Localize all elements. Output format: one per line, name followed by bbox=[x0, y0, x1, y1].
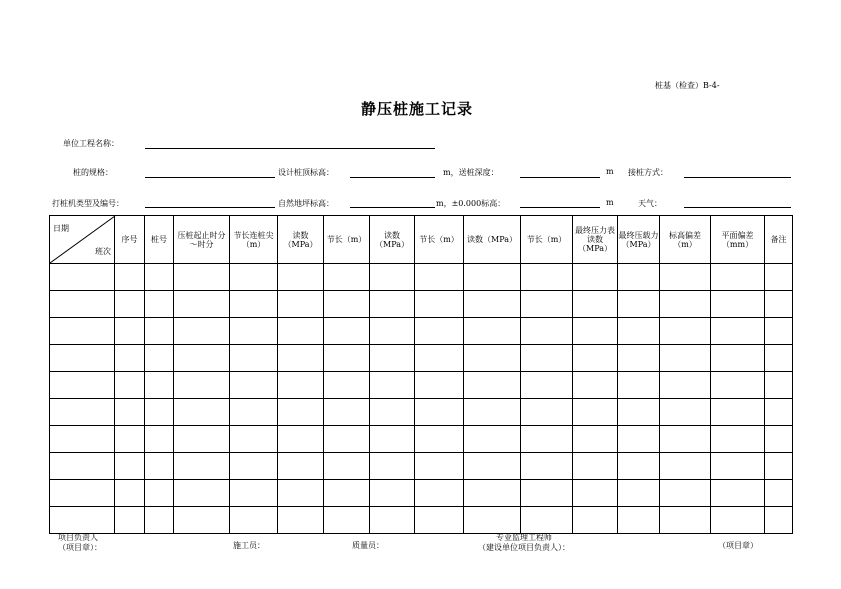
table-cell[interactable] bbox=[765, 507, 793, 534]
table-cell[interactable] bbox=[370, 291, 415, 318]
table-cell[interactable] bbox=[174, 426, 230, 453]
unit-project-line[interactable] bbox=[145, 148, 435, 149]
weather-line[interactable] bbox=[684, 207, 791, 208]
table-cell[interactable] bbox=[573, 291, 618, 318]
table-cell[interactable] bbox=[115, 453, 145, 480]
table-cell[interactable] bbox=[618, 426, 660, 453]
table-cell[interactable] bbox=[711, 372, 765, 399]
table-cell[interactable] bbox=[230, 345, 278, 372]
table-cell[interactable] bbox=[765, 345, 793, 372]
table-cell[interactable] bbox=[618, 291, 660, 318]
table-cell[interactable] bbox=[50, 318, 115, 345]
table-cell[interactable] bbox=[618, 507, 660, 534]
table-cell[interactable] bbox=[765, 426, 793, 453]
header-press-time: 压桩起止时分～时分 bbox=[174, 216, 230, 264]
table-cell[interactable] bbox=[115, 291, 145, 318]
table-cell[interactable] bbox=[464, 453, 521, 480]
joint-method-line[interactable] bbox=[684, 177, 791, 178]
unit-project-label: 单位工程名称： bbox=[63, 139, 119, 148]
zero-elev-line[interactable] bbox=[520, 207, 600, 208]
table-cell[interactable] bbox=[464, 372, 521, 399]
table-cell[interactable] bbox=[370, 507, 415, 534]
table-cell[interactable] bbox=[415, 264, 464, 291]
table-cell[interactable] bbox=[521, 345, 573, 372]
table-cell[interactable] bbox=[711, 264, 765, 291]
class-header: 班次 bbox=[95, 247, 111, 256]
table-cell[interactable] bbox=[765, 318, 793, 345]
table-cell[interactable] bbox=[230, 318, 278, 345]
table-cell[interactable] bbox=[415, 318, 464, 345]
table-cell[interactable] bbox=[618, 480, 660, 507]
table-cell[interactable] bbox=[415, 399, 464, 426]
ground-elev-line[interactable] bbox=[350, 207, 435, 208]
table-row bbox=[50, 345, 793, 372]
table-cell[interactable] bbox=[50, 372, 115, 399]
table-cell[interactable] bbox=[464, 480, 521, 507]
table-cell[interactable] bbox=[174, 372, 230, 399]
table-cell[interactable] bbox=[370, 480, 415, 507]
table-cell[interactable] bbox=[230, 291, 278, 318]
table-cell[interactable] bbox=[660, 372, 711, 399]
table-cell[interactable] bbox=[711, 453, 765, 480]
table-row bbox=[50, 399, 793, 426]
machine-line[interactable] bbox=[145, 207, 275, 208]
header-reading-3: 读数（MPa） bbox=[464, 216, 521, 264]
page-title: 静压桩施工记录 bbox=[361, 100, 474, 118]
table-cell[interactable] bbox=[415, 480, 464, 507]
table-cell[interactable] bbox=[115, 507, 145, 534]
table-cell[interactable] bbox=[464, 345, 521, 372]
table-cell[interactable] bbox=[324, 318, 370, 345]
table-row bbox=[50, 453, 793, 480]
table-row bbox=[50, 318, 793, 345]
table-cell[interactable] bbox=[370, 426, 415, 453]
table-cell[interactable] bbox=[230, 426, 278, 453]
table-cell[interactable] bbox=[660, 480, 711, 507]
table-cell[interactable] bbox=[711, 345, 765, 372]
table-cell[interactable] bbox=[618, 318, 660, 345]
table-cell[interactable] bbox=[324, 372, 370, 399]
table-cell[interactable] bbox=[464, 507, 521, 534]
table-cell[interactable] bbox=[660, 318, 711, 345]
header-seq: 序号 bbox=[115, 216, 145, 264]
table-cell[interactable] bbox=[521, 264, 573, 291]
send-depth-label: m，送桩深度： bbox=[443, 168, 499, 177]
table-cell[interactable] bbox=[50, 507, 115, 534]
table-cell[interactable] bbox=[711, 399, 765, 426]
table-cell[interactable] bbox=[415, 426, 464, 453]
table-cell[interactable] bbox=[765, 264, 793, 291]
table-cell[interactable] bbox=[145, 453, 174, 480]
table-cell[interactable] bbox=[618, 345, 660, 372]
header-seg-len-3: 节长（m） bbox=[521, 216, 573, 264]
table-cell[interactable] bbox=[765, 453, 793, 480]
table-row bbox=[50, 264, 793, 291]
table-cell[interactable] bbox=[660, 426, 711, 453]
table-cell[interactable] bbox=[115, 318, 145, 345]
table-cell[interactable] bbox=[278, 480, 324, 507]
table-cell[interactable] bbox=[618, 372, 660, 399]
table-row bbox=[50, 480, 793, 507]
table-cell[interactable] bbox=[145, 372, 174, 399]
table-cell[interactable] bbox=[50, 399, 115, 426]
table-cell[interactable] bbox=[573, 426, 618, 453]
project-leader bbox=[58, 533, 102, 553]
table-cell[interactable] bbox=[573, 507, 618, 534]
pile-spec-label: 桩的规格： bbox=[73, 168, 113, 177]
header-seg-len-1: 节长（m） bbox=[324, 216, 370, 264]
machine-label: 打桩机类型及编号： bbox=[52, 199, 124, 208]
weather-label: 天气： bbox=[638, 199, 662, 208]
table-cell[interactable] bbox=[278, 345, 324, 372]
table-cell[interactable] bbox=[660, 453, 711, 480]
table-cell[interactable] bbox=[415, 453, 464, 480]
table-cell[interactable] bbox=[573, 453, 618, 480]
header-final-pressure: 最终压力表读数（MPa） bbox=[573, 216, 618, 264]
header-seg-len-2: 节长（m） bbox=[415, 216, 464, 264]
table-cell[interactable] bbox=[174, 453, 230, 480]
date-class-corner bbox=[50, 216, 115, 264]
table-cell[interactable] bbox=[324, 399, 370, 426]
unit-m-1: m bbox=[606, 167, 614, 176]
header-reading-2: 读数（MPa） bbox=[370, 216, 415, 264]
table-cell[interactable] bbox=[521, 291, 573, 318]
table-cell[interactable] bbox=[370, 318, 415, 345]
table-cell[interactable] bbox=[278, 453, 324, 480]
table-cell[interactable] bbox=[521, 453, 573, 480]
table-cell[interactable] bbox=[50, 453, 115, 480]
table-cell[interactable] bbox=[145, 399, 174, 426]
table-cell[interactable] bbox=[324, 480, 370, 507]
table-cell[interactable] bbox=[573, 318, 618, 345]
table-cell[interactable] bbox=[521, 426, 573, 453]
table-cell[interactable] bbox=[278, 399, 324, 426]
table-row bbox=[50, 426, 793, 453]
table-cell[interactable] bbox=[370, 453, 415, 480]
table-cell[interactable] bbox=[573, 345, 618, 372]
table-cell[interactable] bbox=[711, 480, 765, 507]
unit-m-2: m bbox=[606, 198, 614, 207]
table-cell[interactable] bbox=[711, 318, 765, 345]
table-cell[interactable] bbox=[145, 291, 174, 318]
table-cell[interactable] bbox=[324, 453, 370, 480]
table-cell[interactable] bbox=[464, 291, 521, 318]
supervisor bbox=[478, 533, 570, 553]
table-cell[interactable] bbox=[324, 507, 370, 534]
header-plane-dev: 平面偏差（mm） bbox=[711, 216, 765, 264]
table-cell[interactable] bbox=[765, 291, 793, 318]
table-cell[interactable] bbox=[174, 291, 230, 318]
table-cell[interactable] bbox=[765, 480, 793, 507]
table-cell[interactable] bbox=[415, 291, 464, 318]
table-cell[interactable] bbox=[464, 426, 521, 453]
header-final-load: 最终压载力（MPa） bbox=[618, 216, 660, 264]
header-remarks: 备注 bbox=[765, 216, 793, 264]
zero-elev-label: m，±0.000标高： bbox=[436, 199, 506, 208]
table-cell[interactable] bbox=[618, 453, 660, 480]
table-cell[interactable] bbox=[370, 399, 415, 426]
table-cell[interactable] bbox=[415, 345, 464, 372]
design-top-line[interactable] bbox=[350, 177, 435, 178]
table-cell[interactable] bbox=[230, 399, 278, 426]
table-cell[interactable] bbox=[573, 480, 618, 507]
table-cell[interactable] bbox=[230, 372, 278, 399]
table-cell[interactable] bbox=[174, 507, 230, 534]
table-cell[interactable] bbox=[324, 291, 370, 318]
constructor-label: 施工员： bbox=[233, 541, 265, 550]
table-row bbox=[50, 291, 793, 318]
supervisor-line1: 专业监理工程师 bbox=[496, 533, 552, 542]
table-cell[interactable] bbox=[230, 453, 278, 480]
table-cell[interactable] bbox=[324, 426, 370, 453]
table-cell[interactable] bbox=[278, 318, 324, 345]
table-cell[interactable] bbox=[115, 426, 145, 453]
header-pile-no: 桩号 bbox=[145, 216, 174, 264]
joint-method-label: 接桩方式： bbox=[628, 168, 668, 177]
table-cell[interactable] bbox=[50, 426, 115, 453]
quality-label: 质量员： bbox=[352, 541, 384, 550]
send-depth-line[interactable] bbox=[520, 177, 600, 178]
table-cell[interactable] bbox=[278, 291, 324, 318]
table-cell[interactable] bbox=[415, 507, 464, 534]
table-row bbox=[50, 507, 793, 534]
table-cell[interactable] bbox=[415, 372, 464, 399]
table-cell[interactable] bbox=[711, 507, 765, 534]
table-cell[interactable] bbox=[573, 372, 618, 399]
table-cell[interactable] bbox=[145, 264, 174, 291]
table-cell[interactable] bbox=[370, 345, 415, 372]
header-elev-dev: 标高偏差（m） bbox=[660, 216, 711, 264]
table-cell[interactable] bbox=[278, 372, 324, 399]
table-cell[interactable] bbox=[174, 399, 230, 426]
table-cell[interactable] bbox=[145, 345, 174, 372]
table-cell[interactable] bbox=[50, 345, 115, 372]
supervisor-line2: （建设单位项目负责人）： bbox=[478, 543, 570, 552]
table-cell[interactable] bbox=[711, 291, 765, 318]
table-cell[interactable] bbox=[145, 318, 174, 345]
table-cell[interactable] bbox=[278, 264, 324, 291]
table-cell[interactable] bbox=[464, 318, 521, 345]
seal-label: （项目章） bbox=[718, 541, 758, 550]
table-cell[interactable] bbox=[50, 480, 115, 507]
table-cell[interactable] bbox=[521, 318, 573, 345]
table-cell[interactable] bbox=[660, 399, 711, 426]
table-cell[interactable] bbox=[50, 291, 115, 318]
table-cell[interactable] bbox=[521, 480, 573, 507]
table-cell[interactable] bbox=[174, 318, 230, 345]
ground-elev-label: 自然地坪标高： bbox=[278, 199, 334, 208]
table-cell[interactable] bbox=[660, 507, 711, 534]
table-cell[interactable] bbox=[230, 264, 278, 291]
project-leader-line1: 项目负责人 bbox=[58, 533, 98, 542]
header-seg-len-tip: 节长连桩尖（m） bbox=[230, 216, 278, 264]
table-cell[interactable] bbox=[521, 399, 573, 426]
table-cell[interactable] bbox=[50, 264, 115, 291]
table-cell[interactable] bbox=[115, 264, 145, 291]
table-cell[interactable] bbox=[464, 399, 521, 426]
table-cell[interactable] bbox=[370, 264, 415, 291]
table-cell[interactable] bbox=[115, 372, 145, 399]
table-cell[interactable] bbox=[115, 345, 145, 372]
table-cell[interactable] bbox=[660, 264, 711, 291]
table-cell[interactable] bbox=[521, 372, 573, 399]
table-cell[interactable] bbox=[660, 291, 711, 318]
table-cell[interactable] bbox=[174, 264, 230, 291]
table-cell[interactable] bbox=[278, 507, 324, 534]
table-cell[interactable] bbox=[324, 345, 370, 372]
table-cell[interactable] bbox=[278, 426, 324, 453]
table-cell[interactable] bbox=[145, 426, 174, 453]
table-cell[interactable] bbox=[765, 372, 793, 399]
date-header: 日期 bbox=[53, 224, 69, 233]
form-code: 桩基（检查）B-4- bbox=[655, 81, 720, 90]
table-cell[interactable] bbox=[765, 399, 793, 426]
table-cell[interactable] bbox=[174, 345, 230, 372]
table-row bbox=[50, 372, 793, 399]
table-cell[interactable] bbox=[145, 507, 174, 534]
table-cell[interactable] bbox=[573, 264, 618, 291]
table-cell[interactable] bbox=[230, 507, 278, 534]
table-cell[interactable] bbox=[711, 426, 765, 453]
table-cell[interactable] bbox=[618, 264, 660, 291]
table-cell[interactable] bbox=[145, 480, 174, 507]
record-table bbox=[49, 215, 793, 534]
table-cell[interactable] bbox=[324, 264, 370, 291]
table-cell[interactable] bbox=[573, 399, 618, 426]
header-reading-1: 读数（MPa） bbox=[278, 216, 324, 264]
table-cell[interactable] bbox=[115, 480, 145, 507]
table-cell[interactable] bbox=[464, 264, 521, 291]
design-top-label: 设计桩顶标高： bbox=[278, 168, 334, 177]
table-cell[interactable] bbox=[660, 345, 711, 372]
table-cell[interactable] bbox=[174, 480, 230, 507]
table-cell[interactable] bbox=[521, 507, 573, 534]
table-cell[interactable] bbox=[370, 372, 415, 399]
table-cell[interactable] bbox=[230, 480, 278, 507]
pile-spec-line[interactable] bbox=[145, 177, 275, 178]
table-cell[interactable] bbox=[618, 399, 660, 426]
table-cell[interactable] bbox=[115, 399, 145, 426]
project-leader-line2: （项目章）： bbox=[58, 543, 102, 552]
